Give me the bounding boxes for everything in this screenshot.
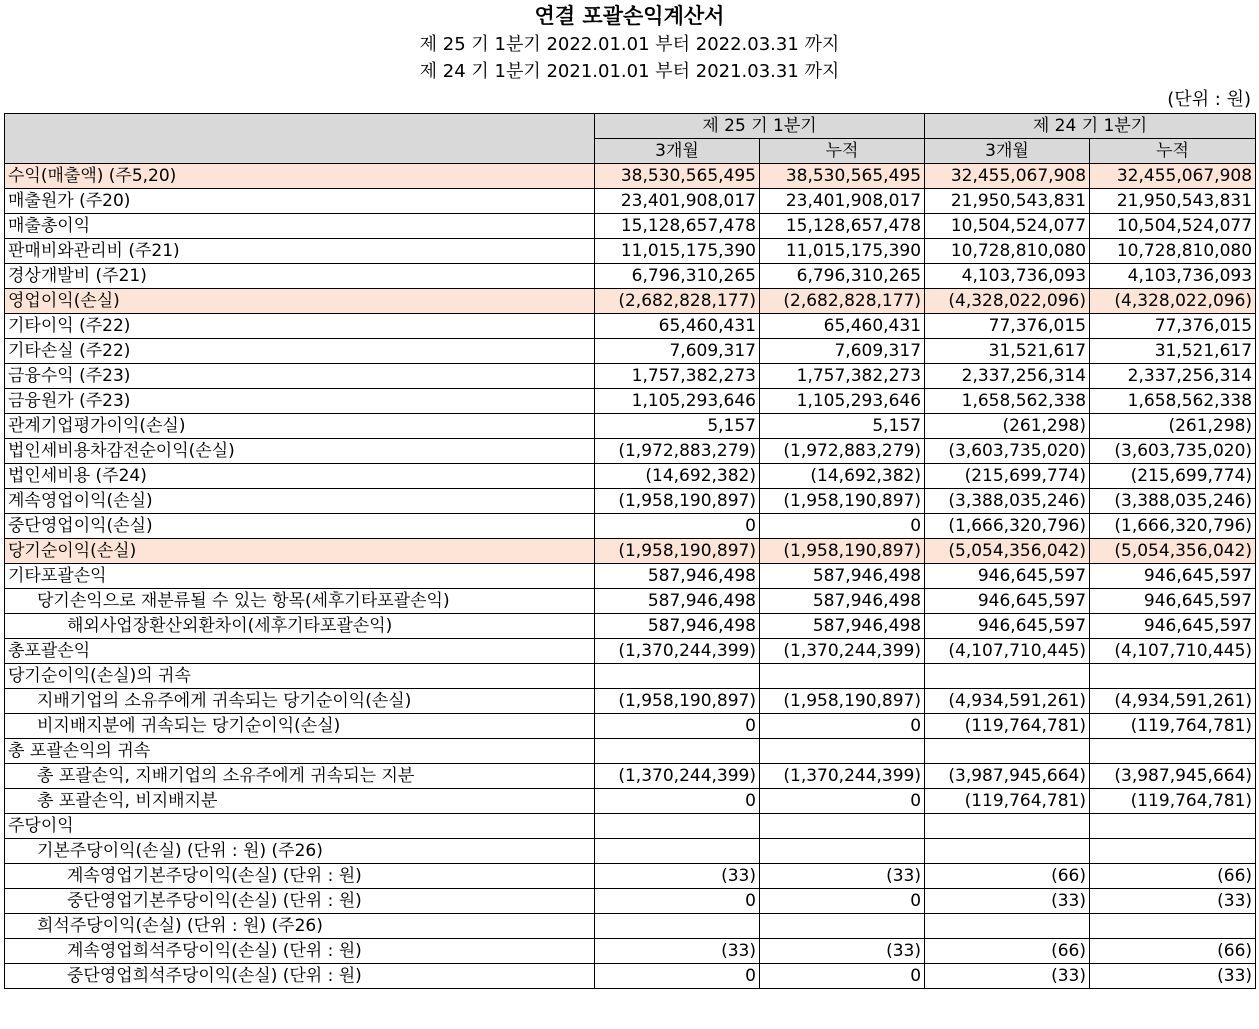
value-current-3m: (14,692,382) [595,464,760,489]
table-row [5,564,1256,589]
value-current-3m: 0 [595,889,760,914]
value-current-cum: (2,682,828,177) [760,289,925,314]
table-row [5,964,1256,989]
value-prior-cum: 10,504,524,077 [1090,214,1256,239]
value-current-3m [595,664,760,689]
value-current-3m: (33) [595,939,760,964]
value-prior-3m: (3,388,035,246) [925,489,1090,514]
row-label: 계속영업이익(손실) [5,489,595,514]
value-current-cum: 38,530,565,495 [760,164,925,189]
value-prior-3m: (119,764,781) [925,714,1090,739]
value-prior-3m: (4,107,710,445) [925,639,1090,664]
table-row [5,214,1256,239]
value-prior-3m: (4,328,022,096) [925,289,1090,314]
value-prior-cum: (66) [1090,939,1256,964]
value-current-cum: 587,946,498 [760,589,925,614]
row-label: 법인세비용 (주24) [5,464,595,489]
row-label: 매출총이익 [5,214,595,239]
value-current-3m: 587,946,498 [595,564,760,589]
value-current-3m: 7,609,317 [595,339,760,364]
value-prior-3m: 31,521,617 [925,339,1090,364]
row-label: 계속영업기본주당이익(손실) (단위 : 원) [5,864,595,889]
unit-label: (단위 : 원) [1167,89,1251,110]
row-label: 금융수익 (주23) [5,364,595,389]
header-group-prior: 제 24 기 1분기 [925,114,1256,139]
value-current-cum [760,914,925,939]
value-prior-3m: 4,103,736,093 [925,264,1090,289]
header-prior-cum: 누적 [1090,139,1256,164]
value-current-3m: 1,757,382,273 [595,364,760,389]
value-current-cum: 1,105,293,646 [760,389,925,414]
value-current-cum: (1,370,244,399) [760,764,925,789]
row-label: 당기손익으로 재분류될 수 있는 항목(세후기타포괄손익) [5,589,595,614]
table-row [5,914,1256,939]
row-label: 기타포괄손익 [5,564,595,589]
table-row [5,589,1256,614]
value-current-3m: 11,015,175,390 [595,239,760,264]
table-row [5,939,1256,964]
value-prior-cum: 21,950,543,831 [1090,189,1256,214]
value-current-3m: 6,796,310,265 [595,264,760,289]
table-row [5,364,1256,389]
table-row [5,839,1256,864]
value-prior-3m: (119,764,781) [925,789,1090,814]
value-current-3m [595,839,760,864]
value-prior-3m: (3,987,945,664) [925,764,1090,789]
value-prior-3m: 10,504,524,077 [925,214,1090,239]
value-prior-cum: (66) [1090,864,1256,889]
row-label: 해외사업장환산외환차이(세후기타포괄손익) [5,614,595,639]
value-prior-cum: 4,103,736,093 [1090,264,1256,289]
value-current-cum: (33) [760,864,925,889]
table-row [5,739,1256,764]
value-current-3m [595,914,760,939]
value-current-cum: 0 [760,514,925,539]
row-label: 경상개발비 (주21) [5,264,595,289]
table-row [5,189,1256,214]
value-prior-cum [1090,839,1256,864]
income-statement-table [4,113,1256,989]
row-label: 중단영업기본주당이익(손실) (단위 : 원) [5,889,595,914]
value-prior-cum: (3,987,945,664) [1090,764,1256,789]
row-label: 당기순이익(손실)의 귀속 [5,664,595,689]
row-label: 희석주당이익(손실) (단위 : 원) (주26) [5,914,595,939]
value-current-3m: (1,972,883,279) [595,439,760,464]
value-current-3m: 15,128,657,478 [595,214,760,239]
value-prior-cum [1090,914,1256,939]
value-current-cum: (1,958,190,897) [760,539,925,564]
value-current-cum: 7,609,317 [760,339,925,364]
value-prior-3m: 1,658,562,338 [925,389,1090,414]
period-prior: 제 24 기 1분기 2021.01.01 부터 2021.03.31 까지 [419,61,840,82]
value-current-cum: 0 [760,964,925,989]
value-current-cum: 11,015,175,390 [760,239,925,264]
value-prior-cum: (33) [1090,889,1256,914]
value-prior-cum: 1,658,562,338 [1090,389,1256,414]
value-prior-cum: 946,645,597 [1090,614,1256,639]
value-prior-cum: 31,521,617 [1090,339,1256,364]
row-label: 판매비와관리비 (주21) [5,239,595,264]
value-prior-cum: 2,337,256,314 [1090,364,1256,389]
value-prior-cum: 32,455,067,908 [1090,164,1256,189]
table-row [5,414,1256,439]
value-current-cum: 65,460,431 [760,314,925,339]
row-label: 주당이익 [5,814,595,839]
value-current-3m: 1,105,293,646 [595,389,760,414]
value-current-cum: 587,946,498 [760,564,925,589]
row-label: 관계기업평가이익(손실) [5,414,595,439]
table-row [5,864,1256,889]
row-label: 수익(매출액) (주5,20) [5,164,595,189]
value-prior-cum: 946,645,597 [1090,564,1256,589]
table-body [5,164,1256,989]
value-prior-3m: (1,666,320,796) [925,514,1090,539]
row-label: 총 포괄손익의 귀속 [5,739,595,764]
row-label: 계속영업희석주당이익(손실) (단위 : 원) [5,939,595,964]
value-prior-3m: 32,455,067,908 [925,164,1090,189]
table-row [5,289,1256,314]
table-row [5,439,1256,464]
row-label: 금융원가 (주23) [5,389,595,414]
table-row [5,314,1256,339]
value-prior-3m [925,839,1090,864]
row-label: 매출원가 (주20) [5,189,595,214]
value-prior-3m: (33) [925,889,1090,914]
value-current-3m: (1,370,244,399) [595,764,760,789]
row-label: 중단영업희석주당이익(손실) (단위 : 원) [5,964,595,989]
value-current-3m: (1,958,190,897) [595,539,760,564]
header-current-cum: 누적 [760,139,925,164]
value-prior-cum: (261,298) [1090,414,1256,439]
table-row [5,639,1256,664]
value-prior-3m: 946,645,597 [925,589,1090,614]
value-current-3m: 5,157 [595,414,760,439]
value-prior-3m: 21,950,543,831 [925,189,1090,214]
table-row [5,664,1256,689]
table-row [5,789,1256,814]
value-current-3m: (1,370,244,399) [595,639,760,664]
row-label: 법인세비용차감전순이익(손실) [5,439,595,464]
value-prior-3m: (5,054,356,042) [925,539,1090,564]
table-row [5,239,1256,264]
value-current-cum: 6,796,310,265 [760,264,925,289]
value-prior-cum [1090,814,1256,839]
value-current-cum: (1,958,190,897) [760,689,925,714]
value-prior-3m [925,739,1090,764]
table-row [5,389,1256,414]
value-prior-cum: 77,376,015 [1090,314,1256,339]
table-row [5,489,1256,514]
value-current-3m: 0 [595,964,760,989]
value-prior-3m: (33) [925,964,1090,989]
value-current-cum: 15,128,657,478 [760,214,925,239]
period-current: 제 25 기 1분기 2022.01.01 부터 2022.03.31 까지 [419,34,840,55]
table-row [5,889,1256,914]
table-row [5,339,1256,364]
header-group-current: 제 25 기 1분기 [595,114,925,139]
value-current-cum: 0 [760,714,925,739]
row-label: 총 포괄손익, 비지배지분 [5,789,595,814]
value-prior-cum: (3,388,035,246) [1090,489,1256,514]
value-current-3m: (1,958,190,897) [595,489,760,514]
table-row [5,164,1256,189]
value-prior-cum: 10,728,810,080 [1090,239,1256,264]
value-current-cum: (14,692,382) [760,464,925,489]
row-label: 중단영업이익(손실) [5,514,595,539]
value-current-3m: 0 [595,514,760,539]
value-current-3m: (2,682,828,177) [595,289,760,314]
value-current-cum: 5,157 [760,414,925,439]
value-prior-3m: (66) [925,939,1090,964]
value-current-cum: (1,972,883,279) [760,439,925,464]
table-row [5,539,1256,564]
value-current-3m: 0 [595,714,760,739]
value-current-3m: (33) [595,864,760,889]
value-prior-3m: (261,298) [925,414,1090,439]
value-prior-3m: (3,603,735,020) [925,439,1090,464]
value-current-cum: (1,958,190,897) [760,489,925,514]
value-prior-cum: (215,699,774) [1090,464,1256,489]
table-header [5,114,1256,164]
table-row [5,464,1256,489]
value-current-cum: (1,370,244,399) [760,639,925,664]
value-prior-cum: (1,666,320,796) [1090,514,1256,539]
value-prior-3m: 2,337,256,314 [925,364,1090,389]
value-current-cum [760,839,925,864]
value-current-3m: 38,530,565,495 [595,164,760,189]
header-prior-3m: 3개월 [925,139,1090,164]
value-prior-3m: (4,934,591,261) [925,689,1090,714]
statement-title: 연결 포괄손익계산서 [534,4,725,28]
value-current-3m [595,739,760,764]
value-current-3m: 587,946,498 [595,614,760,639]
value-prior-3m: (66) [925,864,1090,889]
value-current-3m: 587,946,498 [595,589,760,614]
value-prior-cum: 946,645,597 [1090,589,1256,614]
table-row [5,814,1256,839]
value-prior-cum: (4,328,022,096) [1090,289,1256,314]
value-current-3m: (1,958,190,897) [595,689,760,714]
value-prior-cum: (119,764,781) [1090,714,1256,739]
value-current-cum [760,739,925,764]
row-label: 총포괄손익 [5,639,595,664]
value-current-cum: 23,401,908,017 [760,189,925,214]
table-row [5,714,1256,739]
header-label-cell [5,114,595,164]
row-label: 기본주당이익(손실) (단위 : 원) (주26) [5,839,595,864]
value-current-cum [760,814,925,839]
value-current-cum [760,664,925,689]
table-row [5,614,1256,639]
value-prior-cum: (33) [1090,964,1256,989]
table-row [5,514,1256,539]
table-row [5,264,1256,289]
row-label: 영업이익(손실) [5,289,595,314]
value-current-3m: 65,460,431 [595,314,760,339]
value-current-3m [595,814,760,839]
value-prior-3m [925,664,1090,689]
value-prior-3m: 10,728,810,080 [925,239,1090,264]
row-label: 기타이익 (주22) [5,314,595,339]
value-prior-3m [925,814,1090,839]
value-prior-cum [1090,664,1256,689]
value-prior-3m: 946,645,597 [925,614,1090,639]
value-prior-3m [925,914,1090,939]
value-prior-cum: (4,934,591,261) [1090,689,1256,714]
row-label: 기타손실 (주22) [5,339,595,364]
value-prior-3m: 946,645,597 [925,564,1090,589]
value-current-cum: 0 [760,889,925,914]
value-prior-cum: (119,764,781) [1090,789,1256,814]
value-prior-cum [1090,739,1256,764]
row-label: 비지배지분에 귀속되는 당기순이익(손실) [5,714,595,739]
table-row [5,689,1256,714]
row-label: 지배기업의 소유주에게 귀속되는 당기순이익(손실) [5,689,595,714]
value-current-cum: 587,946,498 [760,614,925,639]
value-current-3m: 0 [595,789,760,814]
value-prior-3m: 77,376,015 [925,314,1090,339]
value-prior-cum: (5,054,356,042) [1090,539,1256,564]
value-prior-3m: (215,699,774) [925,464,1090,489]
value-prior-cum: (4,107,710,445) [1090,639,1256,664]
value-current-cum: 0 [760,789,925,814]
value-prior-cum: (3,603,735,020) [1090,439,1256,464]
row-label: 당기순이익(손실) [5,539,595,564]
row-label: 총 포괄손익, 지배기업의 소유주에게 귀속되는 지분 [5,764,595,789]
value-current-cum: (33) [760,939,925,964]
table-row [5,764,1256,789]
header-current-3m: 3개월 [595,139,760,164]
value-current-cum: 1,757,382,273 [760,364,925,389]
value-current-3m: 23,401,908,017 [595,189,760,214]
